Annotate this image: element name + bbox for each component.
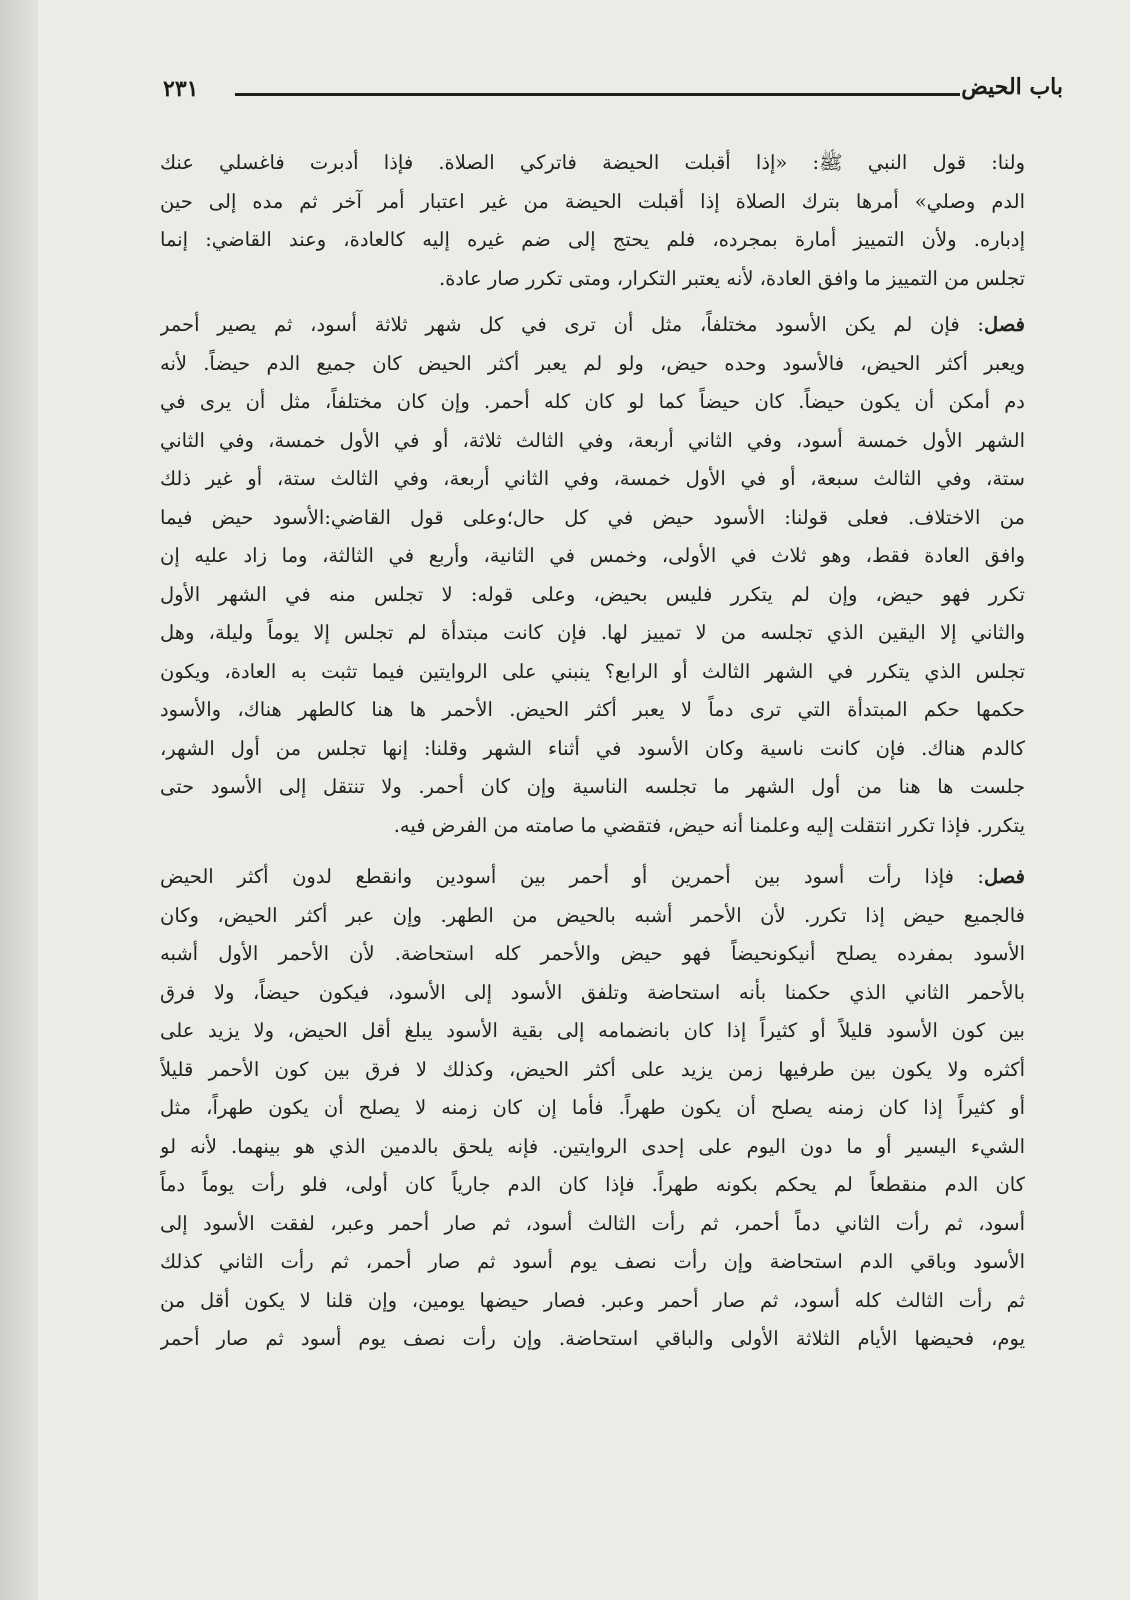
text-line: تكرر فهو حيض، وإن لم يتكرر فليس بحيض، وعلى قوله: لا تجلس منه في الشهر الأول [160, 582, 1025, 606]
text-line: تجلس الذي يتكرر في الشهر الثالث أو الرابع؟ ينبني على الروايتين فيما تثبت به العادة، ويكون [160, 659, 1025, 683]
page-gutter-shadow [0, 0, 38, 1600]
section-heading: فصل [984, 313, 1025, 336]
text-line: يوم، فحيضها الأيام الثلاثة الأولى والباقي استحاضة. وإن رأت نصف يوم أسود ثم صار أحمر [160, 1327, 1025, 1350]
text-line: وافق العادة فقط، وهو ثلاث في الأولى، وخمس في الثانية، وأربع في الثالثة، وما زاد عليه إن [160, 544, 1025, 567]
text-line: أو كثيراً إذا كان زمنه يصلح أن يكون طهراً. فأما إن كان زمنه لا يصلح أن يكون طهراً، مثل [160, 1096, 1025, 1119]
text-line: بين كون الأسود قليلاً أو كثيراً إذا كان بانضمامه إلى بقية الأسود يبلغ أقل الحيض، ولا يزيد على [160, 1019, 1025, 1042]
text-line: الشيء اليسير أو ما دون اليوم على إحدى الروايتين. فإنه يلحق بالدمين الذي هو بينهما. لأنه لو [160, 1134, 1025, 1158]
text-line: كان الدم منقطعاً لم يحكم بكونه طهراً. فإذا كان الدم جارياً كان أولى، فلو رأت يوماً دماً [160, 1173, 1025, 1196]
text-line: الدم وصلي» أمرها بترك الصلاة إذا أقبلت الحيضة من غير اعتبار أمر آخر ثم مده إلى حين [160, 189, 1025, 213]
text-line: كالدم هناك. فإن كانت ناسية وكان الأسود في أثناء الشهر وقلنا: إنها تجلس من أول الشهر، [160, 736, 1025, 760]
paragraph [160, 858, 1025, 1359]
text-line: تجلس من التمييز ما وافق العادة، لأنه يعتبر التكرار، ومتى تكرر صار عادة. [439, 266, 1025, 290]
running-title: باب الحيض [961, 74, 1063, 100]
text-line: الشهر الأول خمسة أسود، وفي الثاني أربعة، وفي الثالث ثلاثة، أو في الأول خمسة، وفي الثاني [160, 428, 1025, 452]
page-header [163, 72, 1063, 112]
text-line: الأسود بمفرده يصلح أنيكونحيضاً فهو حيض والأحمر كله استحاضة. لأن الأحمر الأول أشبه [160, 942, 1025, 965]
text-line: حكمها حكم المبتدأة التي ترى دماً لا يعبر أكثر الحيض. الأحمر ها هنا كالطهر هناك، والأسود [160, 698, 1025, 721]
header-rule [235, 93, 960, 96]
text-line: ويعبر أكثر الحيض، فالأسود وحده حيض، ولو لم يعبر أكثر الحيض كان جميع الدم حيضاً. لأنه [160, 351, 1025, 375]
text-line: الأسود وباقي الدم استحاضة وإن رأت نصف يوم أسود ثم صار أحمر، ثم رأت الثاني كذلك [160, 1250, 1025, 1273]
text-run: : فإن لم يكن الأسود مختلفاً، مثل أن ترى في كل شهر ثلاثة أسود، ثم يصير أحمر [160, 313, 984, 336]
page-number: ٢٣١ [163, 76, 199, 102]
text-run: : فإذا رأت أسود بين أحمرين أو أحمر بين أسودين وانقطع لدون أكثر الحيض [160, 865, 984, 888]
text-line [160, 858, 1025, 897]
paragraph [160, 144, 1025, 298]
text-line: ثم رأت الثالث كله أسود، ثم صار أحمر وعبر. فصار حيضها يومين، وإن قلنا لا يكون أقل من [160, 1288, 1025, 1312]
text-line: من الاختلاف. فعلى قولنا: الأسود حيض في كل حال؛وعلى قول القاضي:الأسود حيض فيما [160, 505, 1025, 529]
text-line: بالأحمر الثاني الذي حكمنا بأنه استحاضة وتلفق الأسود إلى الأسود، فيكون حيضاً، ولا فرق [160, 980, 1025, 1004]
section-heading: فصل [984, 865, 1025, 888]
text-line: أسود، ثم رأت الثاني دماً أحمر، ثم رأت الثالث أسود، ثم صار أحمر وعبر، لفقت الأسود إلى [160, 1211, 1025, 1235]
text-line: إدباره. ولأن التمييز أمارة بمجرده، فلم يحتج إلى ضم غيره إليه كالعادة، وعند القاضي: إنما [160, 228, 1025, 251]
text-line: والثاني إلا اليقين الذي تجلسه من لا تمييز لها. فإن كانت مبتدأة لم تجلس إلا يوماً وليلة، وهل [160, 621, 1025, 644]
paragraph [160, 306, 1025, 845]
page-body [160, 144, 1025, 1359]
text-line: جلست ها هنا من أول الشهر ما تجلسه الناسية وإن كان أحمر. ولا تنتقل إلى الأسود حتى [160, 775, 1025, 798]
text-line: يتكرر. فإذا تكرر انتقلت إليه وعلمنا أنه حيض، فتقضي ما صامته من الفرض فيه. [393, 813, 1025, 837]
text-line: ستة، وفي الثالث سبعة، أو في الأول خمسة، وفي الثاني أربعة، وفي الثالث ستة، أو غير ذلك [160, 467, 1025, 490]
text-line [160, 306, 1025, 345]
text-line: فالجميع حيض إذا تكرر. لأن الأحمر أشبه بالحيض من الطهر. وإن عبر أكثر الحيض، وكان [160, 903, 1025, 927]
text-line: أكثره ولا يكون بين طرفيها زمن يزيد على أكثر الحيض، وكذلك لا فرق بين كون الأحمر قليلاً [160, 1057, 1025, 1081]
text-line: دم أمكن أن يكون حيضاً. كان حيضاً كما لو كان كله أحمر. وإن كان مختلفاً، مثل أن يرى في [160, 390, 1025, 413]
text-line: ولنا: قول النبي ﷺ: «إذا أقبلت الحيضة فاتركي الصلاة. فإذا أدبرت فاغسلي عنك [160, 151, 1025, 174]
